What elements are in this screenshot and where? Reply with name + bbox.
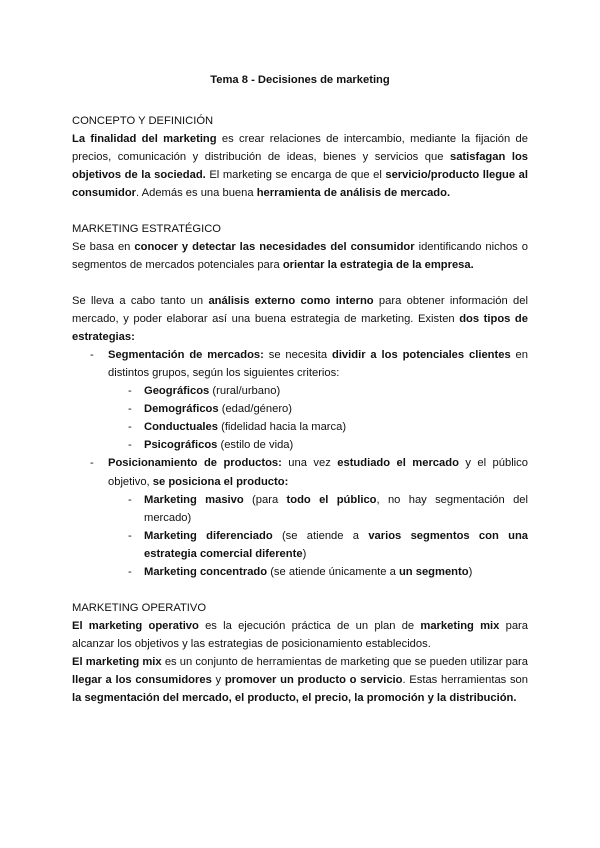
list-item	[72, 346, 528, 455]
bold-text: varios segmentos con una estrategia comercial diferente	[144, 529, 528, 560]
bold-text: Demográficos	[144, 403, 219, 416]
sublist-item	[108, 382, 528, 400]
sublist-item-text	[144, 403, 292, 415]
sublist-item	[108, 563, 528, 581]
section-heading-operativo: MARKETING OPERATIVO	[72, 602, 207, 615]
text-run: (estilo de vida)	[217, 439, 294, 452]
sublist-item-text	[144, 566, 472, 578]
sublist-item-text	[144, 421, 346, 433]
document-title: Tema 8 - Decisiones de marketing	[210, 74, 390, 86]
text-run: en distintos grupos, según los siguientes criterios:	[108, 348, 528, 379]
list-dash: -	[128, 529, 132, 542]
bold-text: Segmentación de mercados:	[108, 348, 264, 361]
bold-text: herramienta de análisis de mercado.	[256, 187, 451, 200]
bold-text: La finalidad del marketing	[72, 133, 217, 145]
document-page	[72, 71, 528, 708]
text-run: (fidelidad hacia la marca)	[217, 421, 347, 434]
list-dash: -	[128, 385, 132, 398]
paragraph-operativo-1	[72, 617, 528, 653]
section-heading-estrategico: MARKETING ESTRATÉGICO	[72, 223, 221, 236]
text-run: se necesita	[263, 348, 332, 361]
sublist-item	[108, 491, 528, 527]
list-dash: -	[128, 565, 132, 578]
text-run: )	[468, 565, 473, 578]
sublist	[108, 382, 528, 454]
bold-text: llegar a los consumidores	[72, 674, 212, 687]
sublist-item	[108, 400, 528, 418]
sublist-item-text	[144, 494, 528, 524]
sublist	[108, 491, 528, 581]
text-run: para alcanzar los objetivos y las estrategias de posicionamiento establecidos.	[72, 620, 528, 651]
text-run: Se basa en	[72, 241, 135, 254]
text-run: (rural/urbano)	[209, 385, 281, 398]
text-run: una vez	[281, 457, 338, 470]
text-run: (se atiende a	[272, 529, 369, 542]
text-run: (se atiende únicamente a	[267, 565, 399, 578]
text-run: )	[302, 547, 307, 560]
text-run: . Estas herramientas son	[402, 674, 529, 687]
text-run: es un conjunto de herramientas de marketing que se pueden utilizar para	[161, 656, 528, 669]
sublist-item-text	[144, 385, 280, 397]
list-dash: -	[90, 457, 94, 470]
text-run: y el público objetivo,	[108, 457, 528, 488]
paragraph-concepto	[72, 130, 528, 202]
bold-text: El marketing mix	[72, 656, 162, 669]
text-run: para obtener información del mercado, y poder elaborar así una buena estrategia de marketing. Existen	[72, 294, 528, 325]
bold-text: El marketing operativo	[72, 620, 199, 633]
bold-text: Marketing diferenciado	[144, 529, 273, 542]
bold-text: orientar la estrategia de la empresa.	[282, 259, 474, 272]
bold-text: Marketing masivo	[144, 493, 244, 506]
bold-text: Psicográficos	[144, 439, 218, 452]
section-heading-concepto: CONCEPTO Y DEFINICIÓN	[72, 115, 214, 127]
list-item-text	[108, 457, 528, 487]
bold-text: estudiado el mercado	[337, 457, 459, 470]
text-run: . Además es una buena	[136, 187, 257, 200]
sublist-item	[108, 436, 528, 454]
bold-text: servicio/producto llegue al consumidor	[72, 169, 528, 200]
bold-text: todo el público	[286, 493, 377, 506]
bold-text: dos tipos de estrategias:	[72, 312, 528, 343]
bold-text: promover un producto o servicio	[224, 674, 403, 687]
list-dash: -	[128, 403, 132, 416]
bold-text: Marketing concentrado	[144, 565, 268, 578]
list-item-text	[108, 349, 528, 379]
sublist-item-text	[144, 530, 528, 560]
text-run: es crear relaciones de intercambio, mediante la fijación de precios, comunicación y distribución de ideas, bienes y servicios que	[72, 133, 528, 164]
paragraph-estrategico-2	[72, 292, 528, 346]
bold-text: análisis externo como interno	[208, 294, 374, 307]
text-run: identificando nichos o segmentos de mercados potenciales para	[72, 241, 528, 272]
bold-text: un segmento	[398, 565, 469, 578]
bold-text: satisfagan los objetivos de la sociedad.	[72, 151, 529, 182]
bold-text: conocer y detectar las necesidades del consumidor	[134, 241, 415, 254]
text-run: , no hay segmentación del mercado)	[144, 493, 528, 524]
list-dash: -	[128, 493, 132, 506]
bold-text: dividir a los potenciales clientes	[331, 348, 511, 361]
text-run: (edad/género)	[218, 403, 293, 416]
strategy-list	[72, 346, 528, 581]
list-dash: -	[90, 348, 94, 361]
bold-text: la segmentación del mercado, el producto, el precio, la promoción y la distribución.	[72, 692, 517, 705]
bold-text: marketing mix	[420, 620, 500, 633]
list-dash: -	[128, 439, 132, 452]
bold-text: Geográficos	[144, 385, 210, 398]
sublist-item	[108, 418, 528, 436]
text-run: es la ejecución práctica de un plan de	[198, 620, 421, 633]
text-run: y	[211, 674, 225, 687]
list-dash: -	[128, 421, 132, 434]
text-run: (para	[243, 493, 287, 506]
text-run: El marketing se encarga de que el	[205, 169, 386, 182]
bold-text: Conductuales	[144, 421, 218, 434]
bold-text: se posiciona el producto:	[152, 475, 289, 488]
text-run: Se lleva a cabo tanto un	[72, 294, 209, 307]
list-item	[72, 454, 528, 581]
paragraph-operativo-2	[72, 653, 528, 707]
bold-text: Posicionamiento de productos:	[108, 457, 282, 470]
sublist-item-text	[144, 439, 293, 451]
paragraph-estrategico-1	[72, 238, 528, 274]
sublist-item	[108, 527, 528, 563]
